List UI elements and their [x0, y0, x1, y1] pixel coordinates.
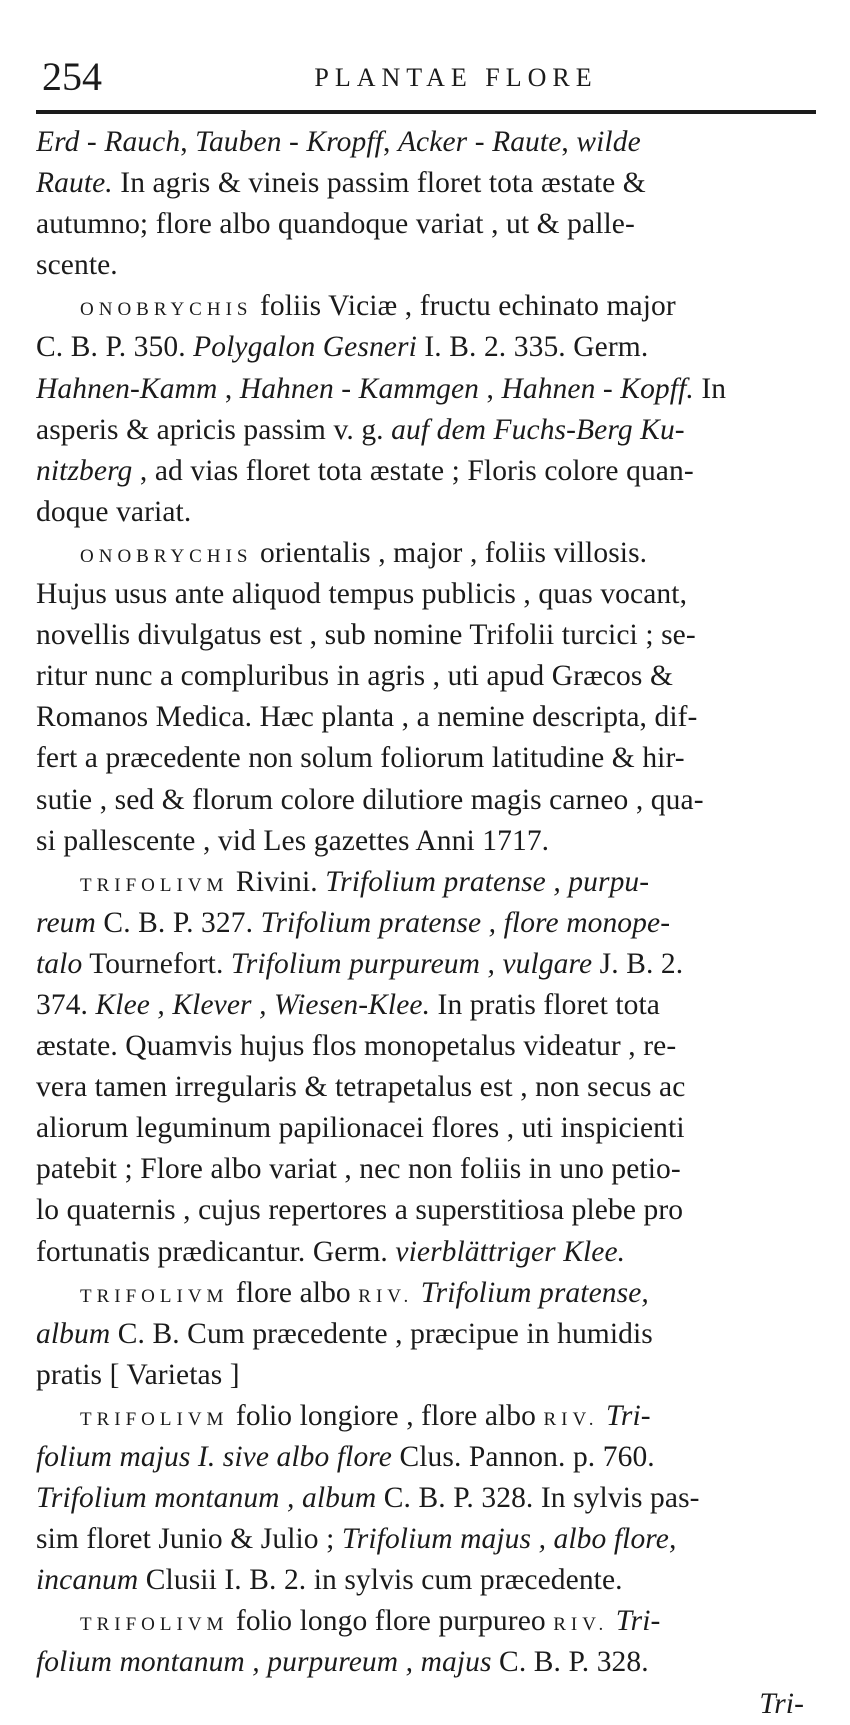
- text-run: In agris & vineis passim floret tota æstate &: [112, 167, 646, 200]
- text-run: C. B. P. 328. In sylvis pas-: [376, 1482, 700, 1515]
- text-run: C. B. P. 350.: [36, 331, 194, 364]
- text-line: [36, 903, 816, 944]
- text-run: ,: [180, 126, 196, 158]
- italic-text: Tri-: [759, 1687, 804, 1720]
- italic-text: Trifolium pratense,: [420, 1276, 649, 1309]
- text-line: [36, 533, 816, 574]
- text-run: C. B. P. 328.: [491, 1646, 649, 1679]
- italic-text: reum: [36, 906, 96, 939]
- text-run: Clus. Pannon. p. 760.: [391, 1441, 655, 1473]
- running-head: PLANTAE FLORE: [314, 63, 598, 92]
- text-line: [36, 738, 816, 779]
- text-run: aliorum leguminum papilionacei flores , uti inspicienti: [36, 1112, 685, 1145]
- text-run: flore albo: [228, 1276, 359, 1309]
- text-run: vera tamen irregularis & tetrapetalus est , non secus ac: [36, 1071, 686, 1104]
- text-run: Clusii I. B. 2. in sylvis cum præcedente.: [138, 1564, 623, 1597]
- text-run: Tournefort.: [82, 947, 231, 980]
- text-run: In pratis floret tota: [430, 988, 660, 1021]
- text-run: folio longiore , flore albo: [228, 1399, 544, 1432]
- text-run: Rivini.: [228, 865, 326, 898]
- italic-text: auf dem Fuchs-Berg Ku-: [391, 413, 685, 446]
- text-line: [36, 245, 816, 286]
- italic-text: Polygalon Gesneri: [193, 331, 417, 364]
- text-run: fert a præcedente non solum foliorum latitudine & hir-: [36, 742, 685, 775]
- italic-text: Trifolium pratense , flore monope-: [260, 906, 671, 939]
- entry-heading: TRIFOLIVM: [80, 1408, 229, 1430]
- entry-heading: ONOBRYCHIS: [80, 299, 253, 321]
- page-header: [36, 52, 816, 102]
- italic-text: Hahnen-Kamm: [36, 372, 218, 405]
- text-run: [413, 1277, 420, 1309]
- entry-heading: TRIFOLIVM: [80, 1285, 229, 1307]
- text-run: C. B. Cum præcedente , præcipue in humidis: [110, 1317, 653, 1350]
- text-run: ,: [561, 126, 577, 158]
- text-line: [36, 1478, 816, 1519]
- italic-text: Hahnen - Kopff.: [501, 372, 694, 405]
- text-line: [36, 1396, 816, 1437]
- text-run: I. B. 2. 335. Germ.: [416, 331, 649, 364]
- text-line: [36, 821, 816, 862]
- italic-text: vierblättriger Klee.: [395, 1235, 626, 1268]
- text-run: In: [693, 372, 727, 405]
- italic-text: Acker - Raute: [397, 126, 562, 158]
- italic-text: Trifolium pratense , purpu-: [325, 865, 650, 898]
- text-run: æstate. Quamvis hujus flos monopetalus videatur , re-: [36, 1030, 677, 1063]
- text-line: [36, 1108, 816, 1149]
- text-line: [36, 574, 816, 615]
- entry-heading: ONOBRYCHIS: [80, 545, 253, 567]
- text-line: [36, 1519, 816, 1560]
- text-run: [599, 1400, 606, 1432]
- italic-text: Hahnen - Kammgen: [239, 372, 479, 405]
- text-run: C. B. P. 327.: [95, 906, 261, 939]
- italic-text: album: [36, 1317, 111, 1350]
- italic-text: Raute.: [36, 167, 113, 200]
- text-run: J. B. 2.: [592, 947, 684, 980]
- text-run: ,: [382, 126, 398, 158]
- text-line: [36, 1067, 816, 1108]
- text-line: [36, 1149, 816, 1190]
- text-line: [36, 1560, 816, 1601]
- text-line: [36, 697, 816, 738]
- text-run: sim floret Junio & Julio ;: [36, 1523, 342, 1556]
- text-line: [36, 944, 816, 985]
- italic-text: talo: [36, 947, 83, 980]
- italic-text: folium montanum , purpureum , majus: [36, 1646, 492, 1679]
- text-run: [608, 1605, 615, 1637]
- text-run: orientalis , major , foliis villosis.: [252, 536, 648, 569]
- entry-heading: TRIFOLIVM: [80, 1614, 229, 1636]
- text-body: [36, 122, 816, 1725]
- text-line: [36, 1642, 816, 1683]
- text-run: asperis & apricis passim v. g.: [36, 413, 392, 446]
- italic-text: Trifolium majus , albo flore,: [341, 1523, 677, 1556]
- text-line: [36, 1190, 816, 1231]
- text-run: scente.: [36, 249, 118, 282]
- italic-text: folium majus I. sive albo flore: [36, 1441, 392, 1473]
- text-line: [36, 327, 816, 368]
- entry-heading: RIV.: [553, 1614, 609, 1636]
- text-line: [36, 1314, 816, 1355]
- catchword: [36, 1684, 816, 1725]
- italic-text: Erd - Rauch: [36, 126, 181, 158]
- text-run: ,: [217, 372, 240, 405]
- italic-text: Tri-: [606, 1399, 651, 1432]
- text-line: [36, 1601, 816, 1642]
- text-run: si pallescente , vid Les gazettes Anni 1717.: [36, 824, 550, 857]
- text-run: Hujus usus ante aliquod tempus publicis , quas vocant,: [36, 578, 688, 611]
- text-run: , ad vias floret tota æstate ; Floris colore quan-: [132, 454, 694, 487]
- text-run: ,: [479, 372, 502, 405]
- entry-heading: RIV.: [543, 1408, 599, 1430]
- text-line: [36, 1437, 816, 1478]
- text-line: [36, 1273, 816, 1314]
- text-run: autumno; flore albo quandoque variat , ut & palle-: [36, 208, 635, 241]
- text-line: [36, 615, 816, 656]
- italic-text: incanum: [36, 1564, 139, 1597]
- page-number: 254: [42, 54, 102, 99]
- text-line: [36, 492, 816, 533]
- italic-text: nitzberg: [36, 454, 133, 487]
- text-run: fortunatis prædicantur. Germ.: [36, 1235, 396, 1268]
- italic-text: Klee , Klever , Wiesen-Klee.: [95, 988, 431, 1021]
- text-line: [36, 1026, 816, 1067]
- text-run: patebit ; Flore albo variat , nec non foliis in uno petio-: [36, 1153, 681, 1186]
- text-run: pratis [ Varietas ]: [36, 1358, 240, 1391]
- text-line: [36, 780, 816, 821]
- text-run: doque variat.: [36, 495, 192, 528]
- text-line: [36, 1355, 816, 1396]
- italic-text: Tri-: [615, 1605, 661, 1638]
- text-run: ritur nunc a compluribus in agris , uti apud Græcos &: [36, 660, 673, 693]
- text-line: [36, 862, 816, 903]
- text-line: [36, 286, 816, 327]
- text-run: 374.: [36, 988, 96, 1021]
- text-run: novellis divulgatus est , sub nomine Trifolii turcici ; se-: [36, 619, 696, 652]
- entry-heading: RIV.: [358, 1285, 414, 1307]
- text-run: folio longo flore purpureo: [228, 1605, 554, 1638]
- text-line: [36, 985, 816, 1026]
- italic-text: wilde: [576, 126, 641, 158]
- text-line: [36, 410, 816, 451]
- text-line: [36, 122, 816, 163]
- text-line: [36, 656, 816, 697]
- text-run: sutie , sed & florum colore dilutiore magis carneo , qua-: [36, 783, 704, 816]
- text-run: lo quaternis , cujus repertores a superstitiosa plebe pro: [36, 1194, 684, 1227]
- entry-heading: TRIFOLIVM: [80, 874, 229, 896]
- text-line: [36, 163, 816, 204]
- italic-text: Trifolium montanum , album: [36, 1482, 377, 1515]
- italic-text: Trifolium purpureum , vulgare: [230, 947, 593, 980]
- text-run: foliis Viciæ , fructu echinato major: [252, 290, 676, 323]
- header-rule: [36, 110, 816, 114]
- text-line: [36, 204, 816, 245]
- text-run: Romanos Medica. Hæc planta , a nemine descripta, dif-: [36, 701, 698, 734]
- text-line: [36, 1232, 816, 1273]
- text-line: [36, 369, 816, 410]
- italic-text: Tauben - Kropff: [195, 126, 383, 158]
- text-line: [36, 451, 816, 492]
